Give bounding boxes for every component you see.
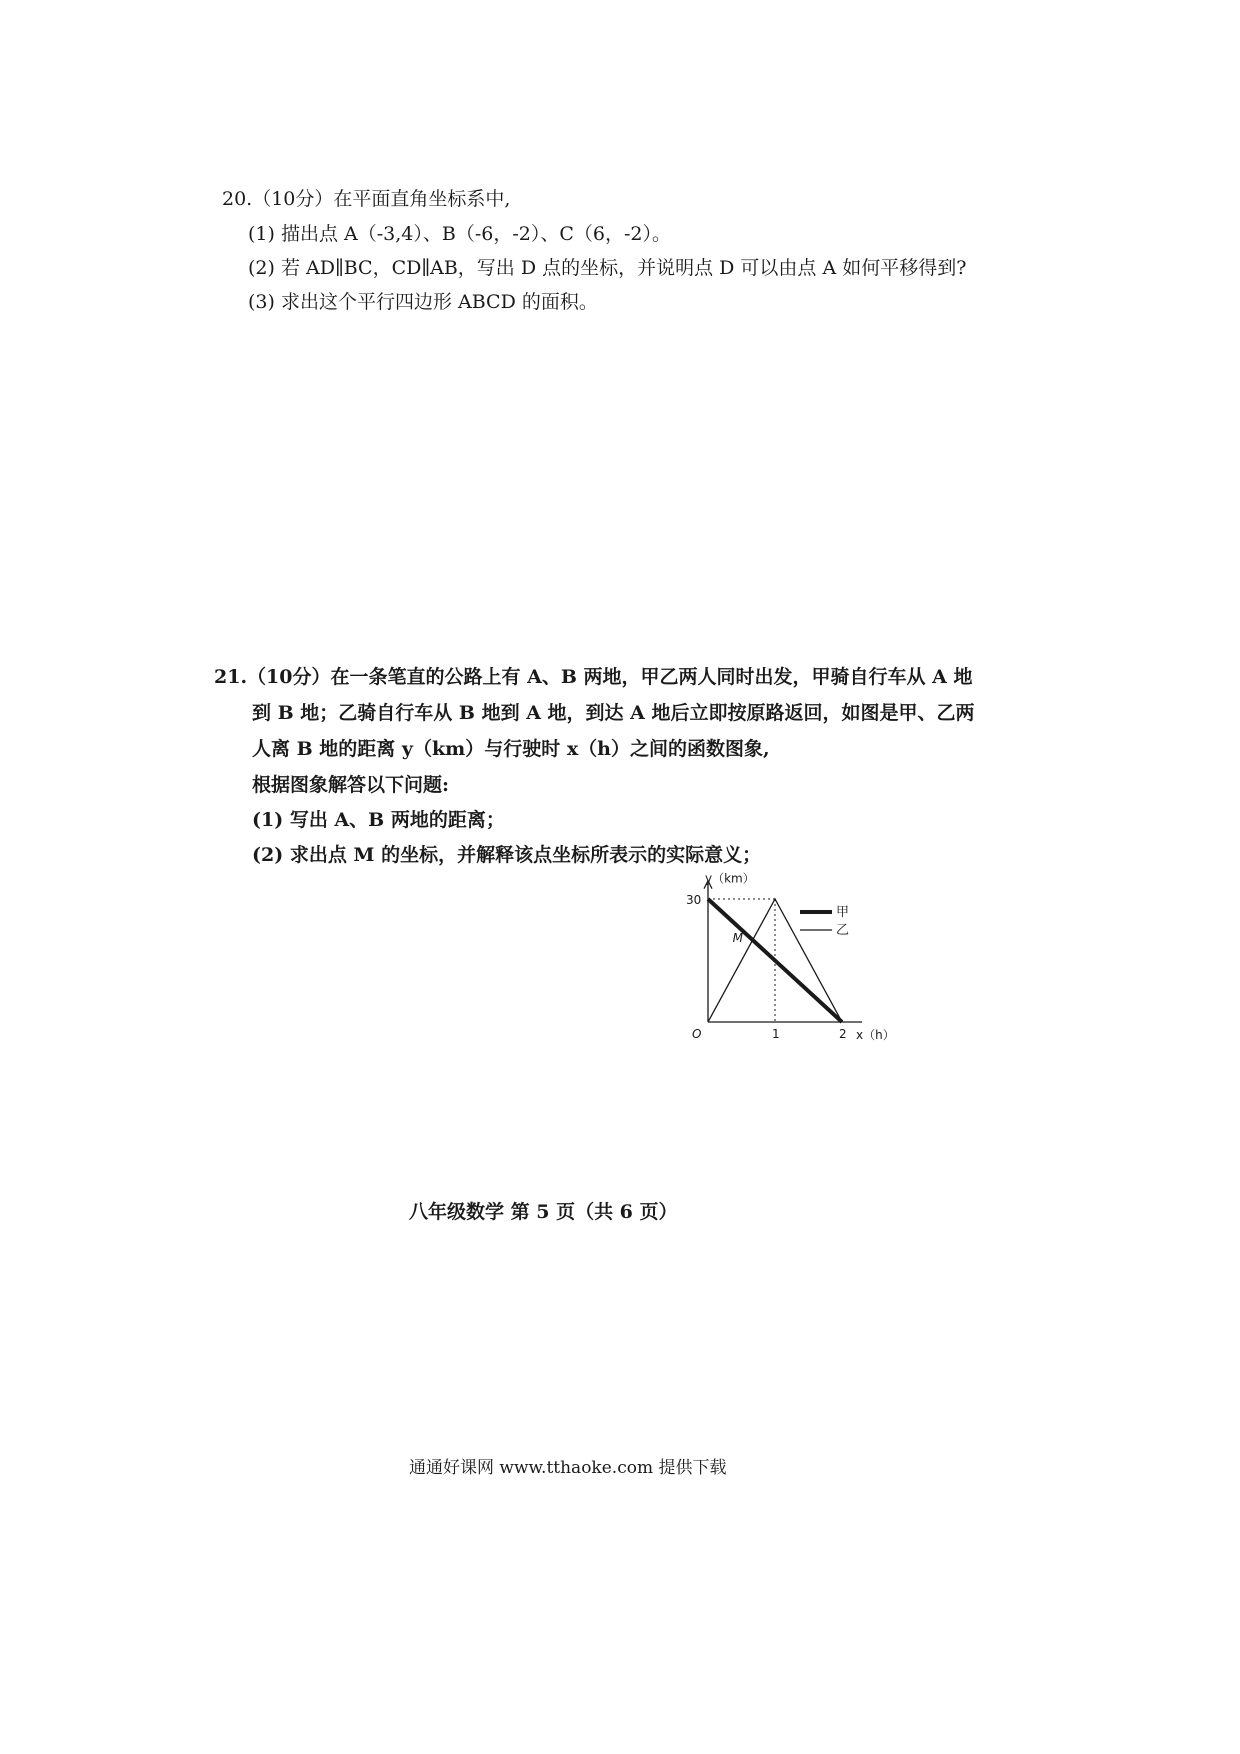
q21-part1: (1) 写出 A、B 两地的距离； (252, 809, 505, 831)
legend-yi-label: 乙 (836, 923, 850, 938)
q20-part3: (3) 求出这个平行四边形 ABCD 的面积。 (248, 291, 598, 313)
point-m-label: M (732, 931, 744, 945)
q21-part2: (2) 求出点 M 的坐标，并解释该点坐标所表示的实际意义； (252, 844, 762, 866)
q20-part1: (1) 描出点 A（-3,4）、B（-6，-2）、C（6，-2）。 (248, 223, 671, 245)
q20-title: 20.（10分）在平面直角坐标系中, (222, 188, 511, 210)
x-tick-label: 2 (839, 1027, 847, 1041)
function-graph (680, 872, 920, 1057)
y-axis-label: y（km） (705, 872, 755, 886)
series-line-jia (708, 899, 842, 1022)
page-footer: 八年级数学 第 5 页（共 6 页） (409, 1201, 678, 1223)
q21-line4: 根据图象解答以下问题: (252, 774, 450, 796)
x-tick-label: 1 (772, 1027, 780, 1041)
x-axis-label: x（h） (856, 1028, 895, 1042)
q21-line2: 到 B 地；乙骑自行车从 B 地到 A 地，到达 A 地后立即按原路返回，如图是甲、乙两 (252, 702, 975, 724)
origin-label: O (692, 1027, 702, 1041)
q20-part2: (2) 若 AD∥BC，CD∥AB，写出 D 点的坐标，并说明点 D 可以由点 A 如何平移得到? (248, 257, 967, 279)
legend-jia-label: 甲 (836, 905, 850, 920)
q21-line1: 21.（10分）在一条笔直的公路上有 A、B 两地，甲乙两人同时出发，甲骑自行车从 A 地 (214, 666, 973, 688)
q21-line3: 人离 B 地的距离 y（km）与行驶时 x（h）之间的函数图象, (252, 738, 770, 760)
y-tick-label: 30 (686, 893, 702, 907)
source-footer: 通通好课网 www.tthaoke.com 提供下载 (409, 1458, 727, 1478)
